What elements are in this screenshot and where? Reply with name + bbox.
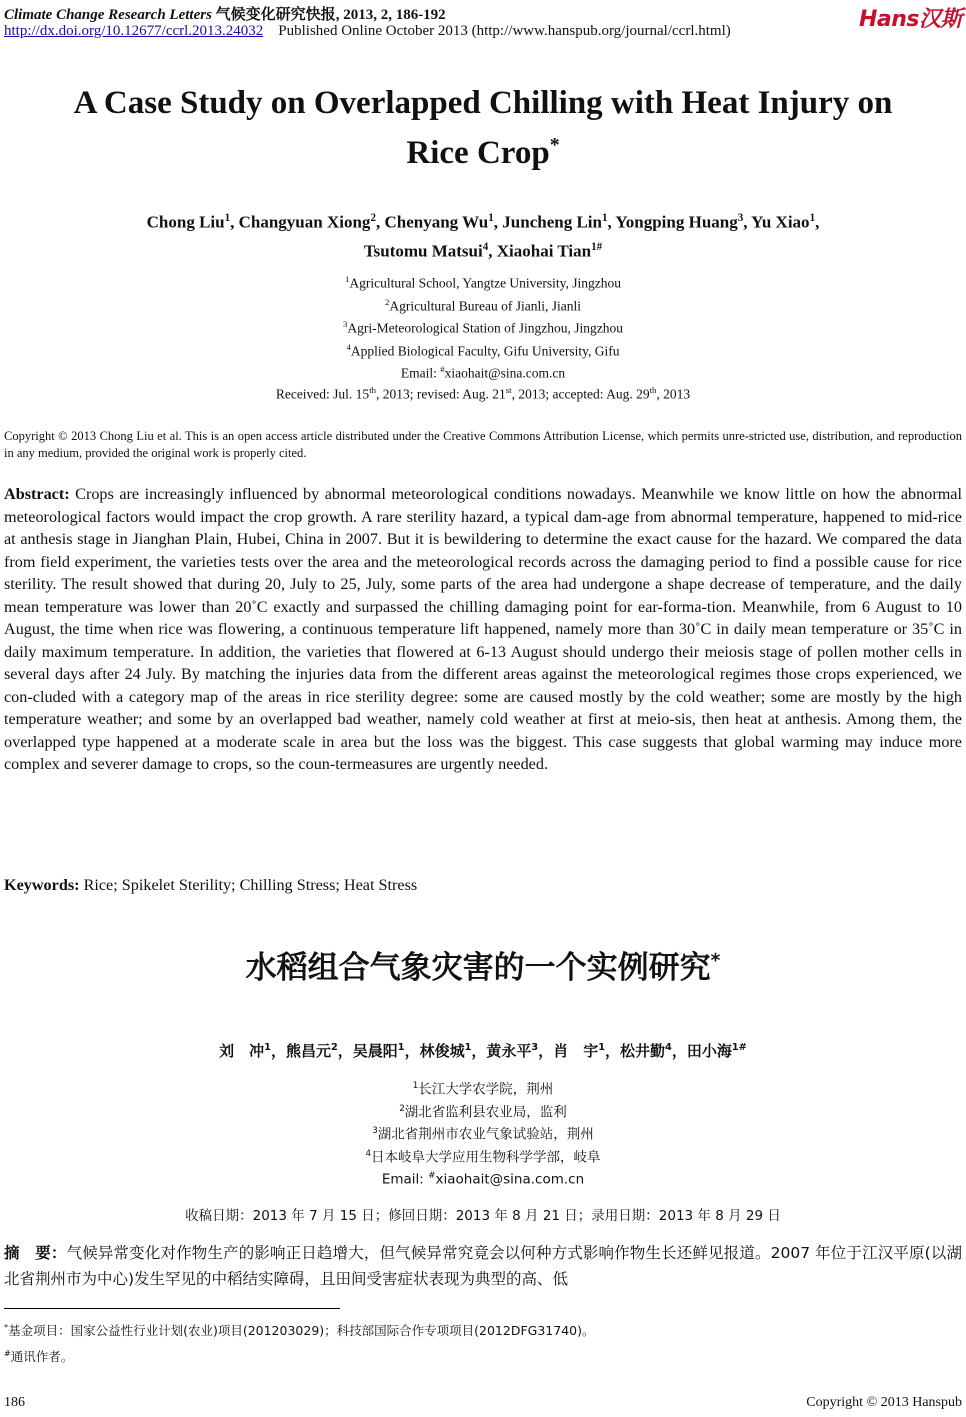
affiliation-text: Applied Biological Faculty, Gifu University, Gifu bbox=[350, 343, 620, 358]
email-mark: # bbox=[428, 1171, 436, 1181]
title-footnote-mark: * bbox=[549, 134, 560, 156]
footnote-text: 通讯作者。 bbox=[10, 1349, 74, 1365]
title-line-1: A Case Study on Overlapped Chilling with Heat Injury on bbox=[73, 85, 893, 121]
keywords bbox=[4, 876, 417, 895]
copyright-notice: Copyright © 2013 Chong Liu et al. This is an open access article distributed under the Creative Commons Attribution License, which permits unre-stricted use, distribution, and reproduction in any medium, provided the original work is properly cited. bbox=[4, 429, 962, 460]
author-affiliation-mark: 1# bbox=[731, 1042, 747, 1053]
footnote-mark: # bbox=[4, 1348, 11, 1359]
chinese-title-mark: * bbox=[710, 950, 721, 972]
journal-header bbox=[4, 3, 446, 24]
journal-name: Climate Change Research Letters bbox=[4, 7, 212, 23]
author: , Yu Xiao bbox=[743, 212, 810, 232]
affiliations bbox=[0, 270, 966, 383]
author-affiliation-mark: 1# bbox=[591, 240, 603, 253]
author: ，黄永平 bbox=[471, 1042, 532, 1060]
affiliation-text: 日本岐阜大学应用生物科学学部，岐阜 bbox=[371, 1149, 601, 1165]
author-affiliation-mark: 3 bbox=[531, 1042, 539, 1053]
chinese-author-list bbox=[0, 1040, 966, 1061]
footer-copyright: Copyright © 2013 Hanspub bbox=[806, 1395, 962, 1410]
email-address[interactable]: xiaohait@sina.com.cn bbox=[444, 365, 566, 381]
author: ，吴晨阳 bbox=[337, 1042, 398, 1060]
author: ，林俊城 bbox=[404, 1042, 465, 1060]
affiliation-text: 长江大学农学院，荆州 bbox=[418, 1081, 554, 1098]
footnotes bbox=[4, 1316, 594, 1368]
email-label: Email: bbox=[381, 1171, 429, 1188]
email-line bbox=[0, 360, 966, 383]
email-line bbox=[0, 1167, 966, 1190]
affiliation-text: 湖北省监利县农业局，监利 bbox=[404, 1104, 567, 1120]
footnote-mark: * bbox=[4, 1322, 9, 1332]
affiliation-number: 1 bbox=[344, 274, 350, 284]
keywords-label: Keywords: bbox=[4, 876, 80, 894]
email-mark: # bbox=[440, 364, 445, 374]
abstract-text: Crops are increasingly influenced by abnormal meteorological conditions nowadays. Meanwhile we know little on how the abnormal meteorological factors would impact the crop growth. A rare sterility hazard, a typical dam-age from abnormal temperature, happened to mid-rice at anthesis stage in Jianghan Plain, Hubei, China in 2007. But it is bewildering to determine the exact cause for the hazard. We compared the data from field experiment, the varieties tests over the area and the meteorological records across the damaging period to find a possible cause for rice sterility. The result showed that during 20, July to 25, July, some parts of the area had undergone a shape decrease of temperature, and the daily mean temperature was lower than 20˚C exactly and surpassed the chilling damaging point for ear-forma-tion. Meanwhile, from 6 August to 10 August, the time when rice was flowering, a continuous temperature lift happened, namely more than 30˚C in daily mean temperature or 35˚C in daily maximum temperature. In addition, the varieties that flowered at 6-13 August should undergo their meiosis stage of pollen mother cells in several days after 24 July. By matching the injuries data from the different areas against the meteorological regimes those crops experienced, we con-cluded with a category map of the areas in rice sterility degree: some are caused mostly by the cold weather; some are mostly by the high temperature weather; and some by an overlapped bad weather, namely cold weather at first at meio-sis, then heat at anthesis. Among them, the overlapped type happened at a moderate scale in area but the loss was the biggest. This case suggests that global warming may induce more complex and severer damage to crops, so the coun-termeasures are urgently needed. bbox=[4, 485, 962, 773]
affiliation-number: 4 bbox=[346, 341, 351, 352]
received-dates bbox=[0, 385, 966, 403]
chinese-abstract-text: 气候异常变化对作物生产的影响正日趋增大，但气候异常究竟会以何种方式影响作物生长还鲜见报道。2007 年位于江汉平原(以湖北省荆州市为中心)发生罕见的中稻结实障碍，且田间受害症状表现为典型的高、低 bbox=[4, 1244, 962, 1288]
page-number: 186 bbox=[4, 1395, 25, 1410]
affiliation-number: 3 bbox=[372, 1126, 378, 1136]
author-affiliation-mark: 4 bbox=[482, 240, 489, 253]
affiliation-number: 2 bbox=[385, 296, 390, 307]
affiliation-1 bbox=[0, 1077, 966, 1100]
author-list bbox=[0, 206, 966, 263]
affiliation-4 bbox=[0, 1145, 966, 1168]
author: , Juncheng Lin bbox=[493, 212, 602, 232]
abstract-label: Abstract: bbox=[4, 485, 70, 503]
footnote-funding bbox=[4, 1316, 594, 1342]
chinese-affiliations bbox=[0, 1077, 966, 1190]
received-part: Received: Jul. 15 bbox=[275, 386, 370, 402]
author-separator: , bbox=[815, 212, 820, 232]
journal-name-cn: 气候变化研究快报 bbox=[215, 7, 336, 23]
author-affiliation-mark: 1 bbox=[397, 1042, 405, 1053]
author-affiliation-mark: 1 bbox=[488, 212, 494, 224]
received-part: , 2013; accepted: Aug. 29 bbox=[511, 386, 650, 402]
footnote-rule bbox=[4, 1308, 340, 1309]
doi-link[interactable]: http://dx.doi.org/10.12677/ccrl.2013.24032 bbox=[4, 23, 264, 39]
author: ，肖 宇 bbox=[538, 1042, 599, 1060]
author-affiliation-mark: 4 bbox=[665, 1042, 672, 1053]
author: , Yongping Huang bbox=[607, 212, 738, 232]
volume-info: , 2013, 2, 186-192 bbox=[335, 7, 446, 23]
affiliation-text: Agricultural Bureau of Jianli, Jianli bbox=[389, 298, 581, 313]
affiliation-3 bbox=[0, 315, 966, 338]
author-affiliation-mark: 2 bbox=[370, 212, 376, 224]
author: Chong Liu bbox=[146, 212, 225, 232]
affiliation-number: 2 bbox=[399, 1103, 405, 1114]
abstract bbox=[4, 483, 962, 776]
hanspub-logo: Hans汉斯 bbox=[858, 7, 962, 32]
title-line-2: Rice Crop bbox=[406, 135, 550, 171]
author: Tsutomu Matsui bbox=[363, 241, 483, 261]
chinese-title bbox=[0, 942, 966, 987]
paper-title bbox=[0, 82, 966, 174]
author: 刘 冲 bbox=[219, 1042, 265, 1060]
affiliation-number: 4 bbox=[365, 1148, 372, 1159]
author-affiliation-mark: 1 bbox=[224, 212, 231, 224]
doi-line bbox=[4, 23, 731, 40]
author: ，松井勤 bbox=[605, 1042, 666, 1060]
email-label: Email: bbox=[400, 365, 441, 381]
affiliation-text: Agri-Meteorological Station of Jingzhou, Jingzhou bbox=[347, 320, 623, 336]
affiliation-1 bbox=[0, 270, 966, 293]
email-address[interactable]: xiaohait@sina.com.cn bbox=[435, 1171, 585, 1188]
ordinal-suffix: th bbox=[649, 385, 657, 395]
affiliation-text: Agricultural School, Yangtze University, Jingzhou bbox=[349, 275, 622, 291]
author-affiliation-mark: 1 bbox=[601, 212, 608, 224]
author: , Xiaohai Tian bbox=[488, 241, 592, 261]
author-affiliation-mark: 2 bbox=[330, 1042, 338, 1053]
author-affiliation-mark: 1 bbox=[809, 212, 816, 224]
affiliation-4 bbox=[0, 338, 966, 361]
author: , Changyuan Xiong bbox=[230, 212, 371, 232]
author-affiliation-mark: 1 bbox=[598, 1042, 606, 1053]
received-part: , 2013 bbox=[656, 386, 691, 402]
author: ，熊昌元 bbox=[270, 1042, 331, 1060]
affiliation-2 bbox=[0, 1100, 966, 1123]
ordinal-suffix: th bbox=[369, 385, 377, 395]
affiliation-3 bbox=[0, 1122, 966, 1145]
author-affiliation-mark: 1 bbox=[264, 1042, 271, 1053]
author: ，田小海 bbox=[671, 1042, 732, 1060]
chinese-abstract-label: 摘 要： bbox=[4, 1244, 67, 1262]
affiliation-number: 3 bbox=[343, 319, 348, 329]
author-affiliation-mark: 1 bbox=[464, 1042, 472, 1053]
affiliation-text: 湖北省荆州市农业气象试验站，荆州 bbox=[377, 1126, 594, 1143]
keywords-text: Rice; Spikelet Sterility; Chilling Stress; Heat Stress bbox=[79, 876, 418, 894]
chinese-title-text: 水稻组合气象灾害的一个实例研究 bbox=[245, 950, 711, 986]
received-part: , 2013; revised: Aug. 21 bbox=[376, 386, 506, 402]
chinese-abstract bbox=[4, 1240, 962, 1292]
ordinal-suffix: st bbox=[505, 385, 512, 395]
footnote-text: 基金项目：国家公益性行业计划(农业)项目(201203029)；科技部国际合作专项项目(2012DFG31740)。 bbox=[8, 1323, 595, 1339]
published-online: Published Online October 2013 (http://www.hanspub.org/journal/ccrl.html) bbox=[278, 23, 731, 39]
affiliation-2 bbox=[0, 293, 966, 316]
affiliation-number: 1 bbox=[412, 1081, 419, 1091]
author: , Chenyang Wu bbox=[375, 212, 489, 232]
author-affiliation-mark: 3 bbox=[737, 212, 744, 224]
footnote-corresponding bbox=[4, 1342, 594, 1368]
chinese-received-dates: 收稿日期：2013 年 7 月 15 日；修回日期：2013 年 8 月 21 日；录用日期：2013 年 8 月 29 日 bbox=[185, 1208, 781, 1224]
